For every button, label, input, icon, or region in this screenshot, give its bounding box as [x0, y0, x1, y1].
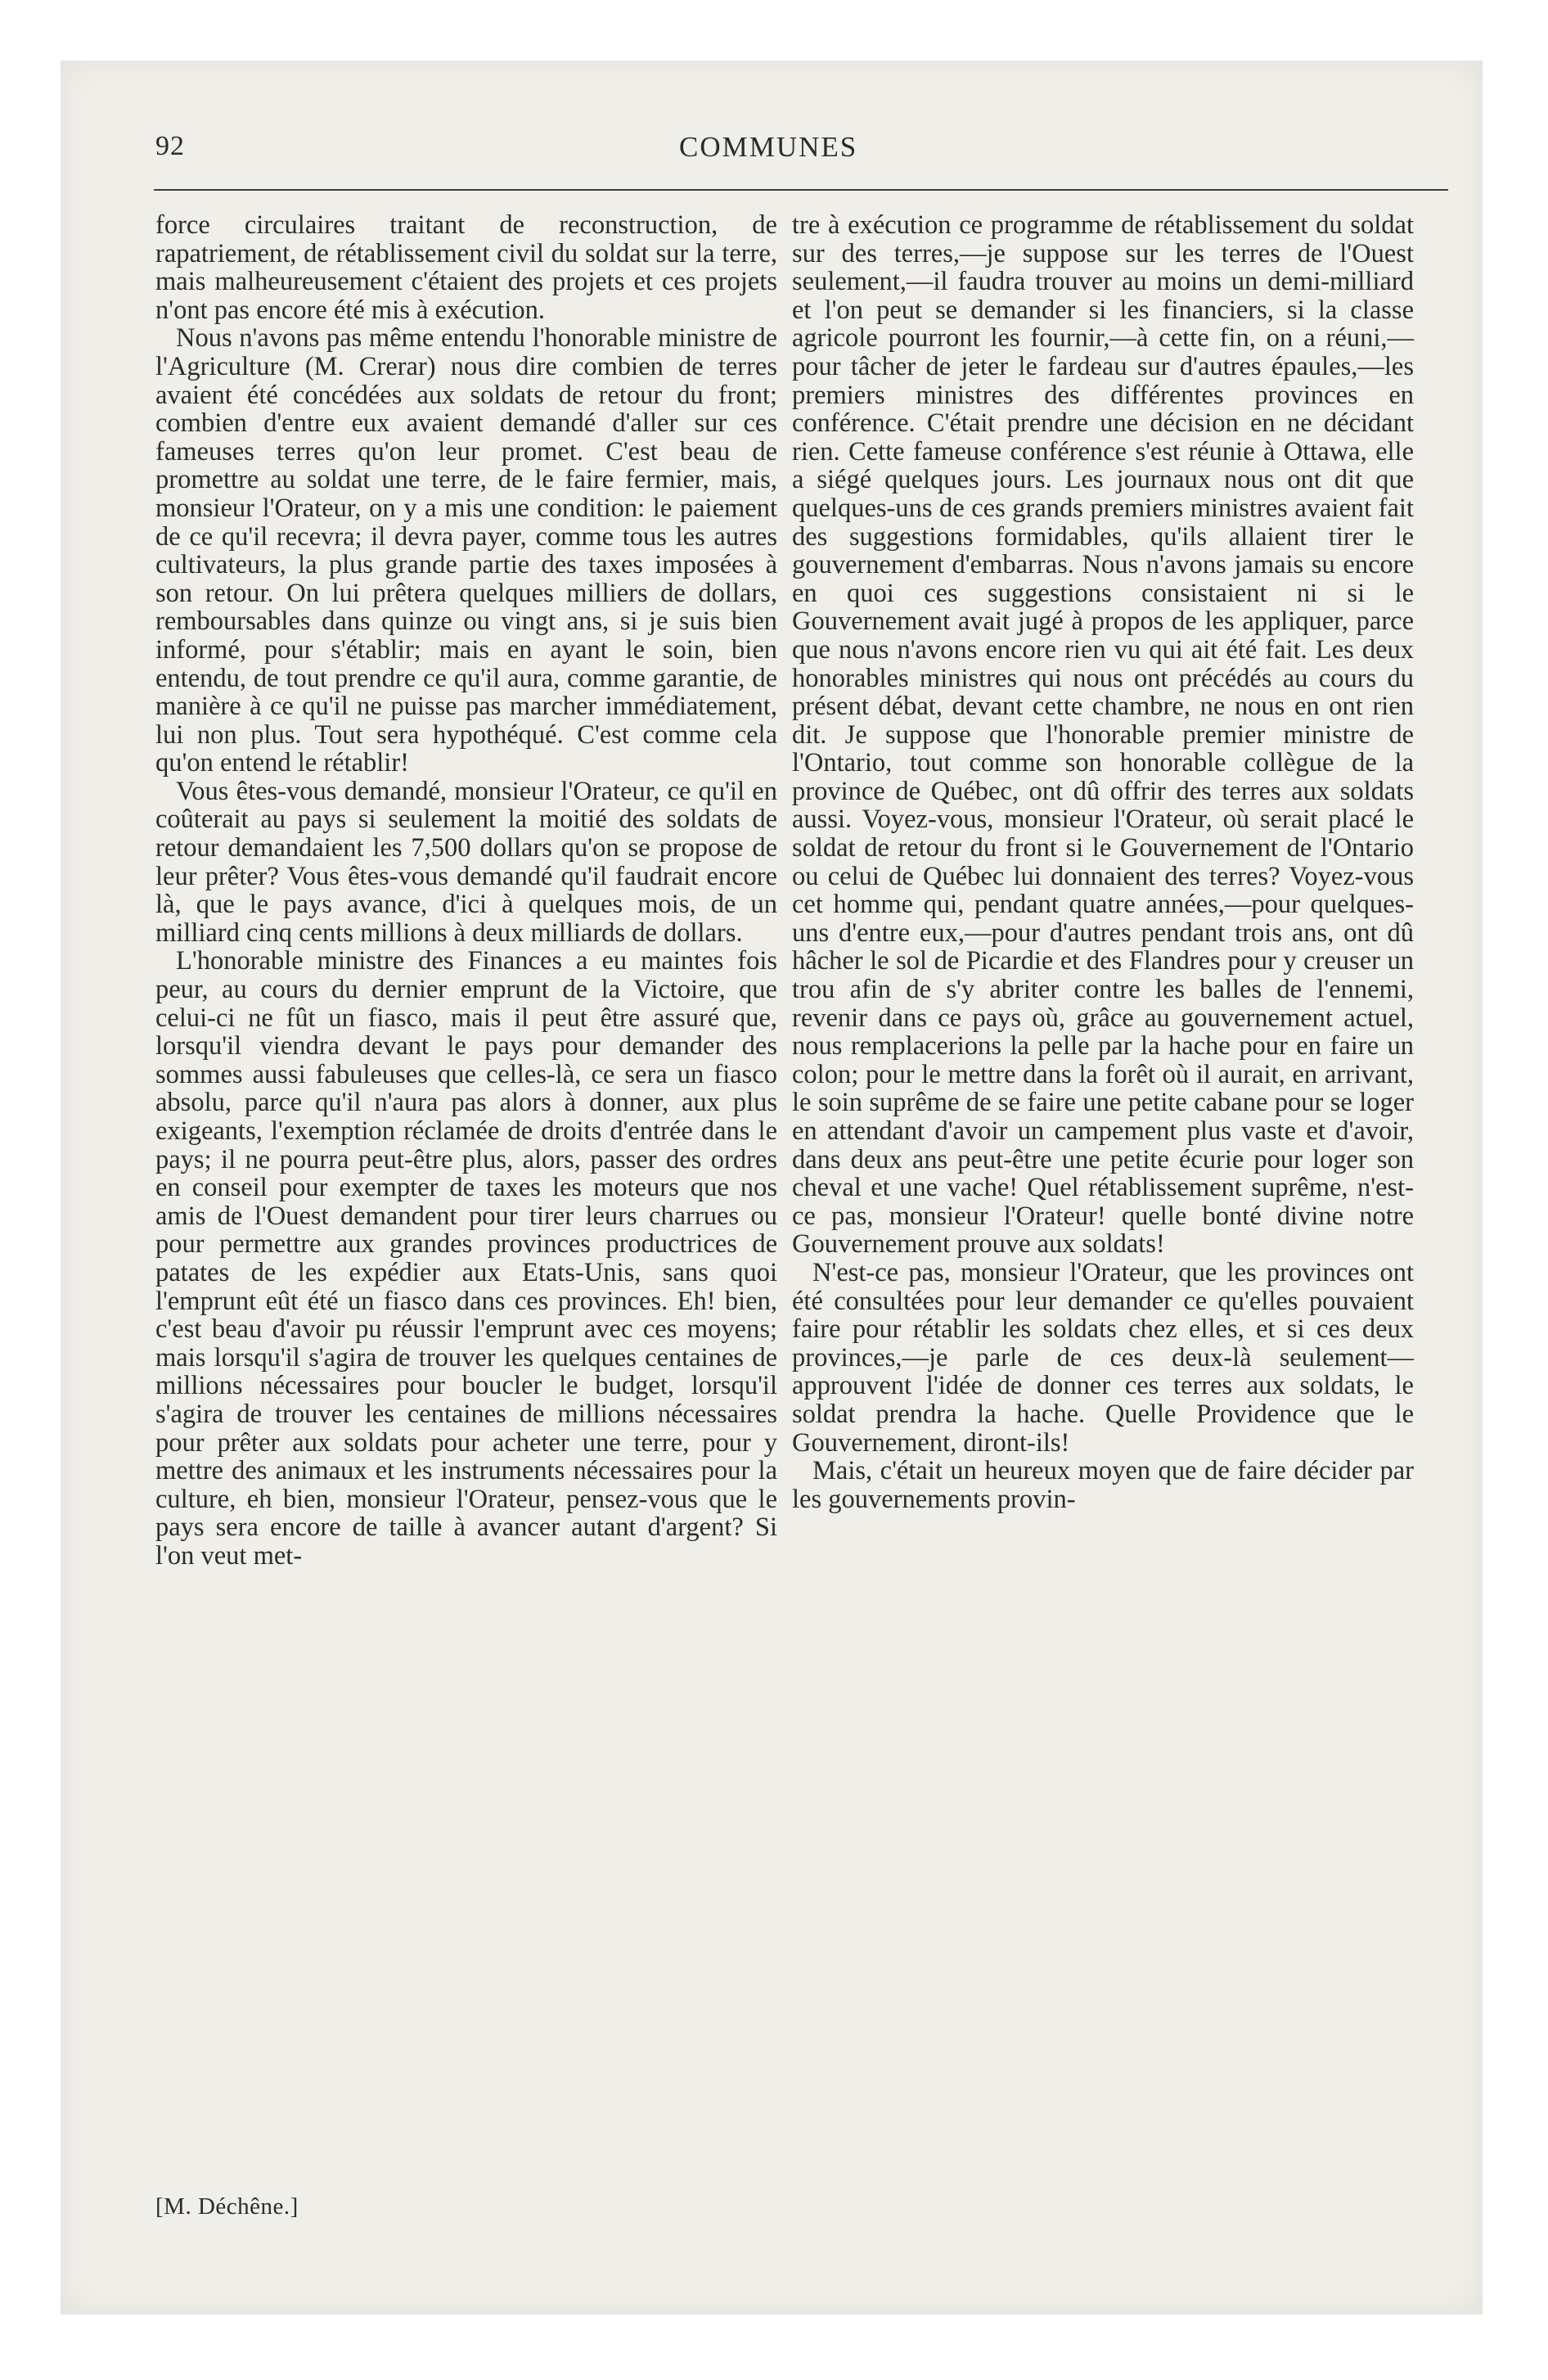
- paragraph: Mais, c'était un heureux moyen que de faire décider par les gouvernements provin-: [792, 1456, 1414, 1514]
- right-column: [792, 211, 1414, 1513]
- paragraph: force circulaires traitant de reconstruction, de rapatriement, de rétablissement civil du soldat sur la terre, mais malheureusement c'étaient des projets et ces projets n'ont pas encore été mis à exécution.: [155, 210, 777, 325]
- left-column: [155, 211, 777, 1571]
- page-number: 92: [155, 131, 185, 161]
- page-title: COMMUNES: [679, 131, 858, 163]
- paragraph: N'est-ce pas, monsieur l'Orateur, que les provinces ont été consultées pour leur demander ce qu'elles pouvaient faire pour rétablir les soldats chez elles, et si ces deux provinces,—je parle de ces deux-là seulement—approuvent l'idée de donner ces terres aux soldats, le soldat prendra la hache. Quelle Providence que le Gouvernement, diront-ils!: [792, 1257, 1414, 1458]
- paragraph: Nous n'avons pas même entendu l'honorable ministre de l'Agriculture (M. Crerar) nous dire combien de terres avaient été concédées aux soldats de retour du front; combien d'entre eux avaient demandé d'aller sur ces fameuses terres qu'on leur promet. C'est beau de promettre au soldat une terre, de le faire fermier, mais, monsieur l'Orateur, on y a mis une condition: le paiement de ce qu'il recevra; il devra payer, comme tous les autres cultivateurs, la plus grande partie des taxes imposées à son retour. On lui prêtera quelques milliers de dollars, remboursables dans quinze ou vingt ans, si je suis bien informé, pour s'établir; mais en ayant le soin, bien entendu, de tout prendre ce qu'il aura, comme garantie, de manière à ce qu'il ne puisse pas marcher immédiatement, lui non plus. Tout sera hypothéqué. C'est comme cela qu'on entend le rétablir!: [155, 323, 777, 778]
- running-head: [155, 131, 1445, 172]
- paragraph: L'honorable ministre des Finances a eu maintes fois peur, au cours du dernier emprunt de la Victoire, que celui-ci ne fût un fiasco, mais il peut être assuré que, lorsqu'il viendra devant le pays pour demander des sommes aussi fabuleuses que celles-là, ce sera un fiasco absolu, parce qu'il n'aura pas alors à donner, aux plus exigeants, l'exemption réclamée de droits d'entrée dans le pays; il ne pourra peut-être plus, alors, passer des ordres en conseil pour exempter de taxes les moteurs que nos amis de l'Ouest demandent pour tirer leurs charrues ou pour permettre aux grandes provinces productrices de patates de les expédier aux Etats-Unis, sans quoi l'emprunt eût été un fiasco dans ces provinces. Eh! bien, c'est beau d'avoir pu réussir l'emprunt avec ces moyens; mais lorsqu'il s'agira de trouver les quelques centaines de millions nécessaires pour boucler le budget, lorsqu'il s'agira de trouver les centaines de millions nécessaires pour prêter aux soldats pour acheter une terre, pour y mettre des animaux et les instruments nécessaires pour la culture, eh bien, monsieur l'Orateur, pensez-vous que le pays sera encore de taille à avancer autant d'argent? Si l'on veut met-: [155, 946, 777, 1571]
- paragraph: Vous êtes-vous demandé, monsieur l'Orateur, ce qu'il en coûterait au pays si seulement la moitié des soldats de retour demandaient les 7,500 dollars qu'on se propose de leur prêter? Vous êtes-vous demandé qu'il faudrait encore là, que le pays avance, d'ici à quelques mois, de un milliard cinq cents millions à deux milliards de dollars.: [155, 776, 777, 948]
- paragraph: tre à exécution ce programme de rétablissement du soldat sur des terres,—je suppose sur les terres de l'Ouest seulement,—il faudra trouver au moins un demi-milliard et l'on peut se demander si les financiers, si la classe agricole pourront les fournir,—à cette fin, on a réuni,—pour tâcher de jeter le fardeau sur d'autres épaules,—les premiers ministres des différentes provinces en conférence. C'était prendre une décision en ne décidant rien. Cette fameuse conférence s'est réunie à Ottawa, elle a siégé quelques jours. Les journaux nous ont dit que quelques-uns de ces grands premiers ministres avaient fait des suggestions formidables, qu'ils allaient tirer le gouvernement d'embarras. Nous n'avons jamais su encore en quoi ces suggestions consistaient ni si le Gouvernement avait jugé à propos de les appliquer, parce que nous n'avons encore rien vu qui ait été fait. Les deux honorables ministres qui nous ont précédés au cours du présent débat, devant cette chambre, ne nous en ont rien dit. Je suppose que l'honorable premier ministre de l'Ontario, tout comme son honorable collègue de la province de Québec, ont dû offrir des terres aux soldats aussi. Voyez-vous, monsieur l'Orateur, où serait placé le soldat de retour du front si le Gouvernement de l'Ontario ou celui de Québec lui donnaient des terres? Voyez-vous cet homme qui, pendant quatre années,—pour quelques-uns d'entre eux,—pour d'autres pendant trois ans, ont dû hâcher le sol de Picardie et des Flandres pour y creuser un trou afin de s'y abriter contre les balles de l'ennemi, revenir dans ce pays où, grâce au gouvernement actuel, nous remplacerions la pelle par la hache pour en faire un colon; pour le mettre dans la forêt où il aurait, en arrivant, le soin suprême de se faire une petite cabane pour se loger en attendant d'avoir un campement plus vaste et d'avoir, dans deux ans peut-être une petite écurie pour loger son cheval et une vache! Quel rétablissement suprême, n'est-ce pas, monsieur l'Orateur! quelle bonté divine notre Gouvernement prouve aux soldats!: [792, 210, 1414, 1260]
- speaker-attribution: [M. Déchêne.]: [155, 2193, 299, 2220]
- header-rule: [154, 189, 1448, 191]
